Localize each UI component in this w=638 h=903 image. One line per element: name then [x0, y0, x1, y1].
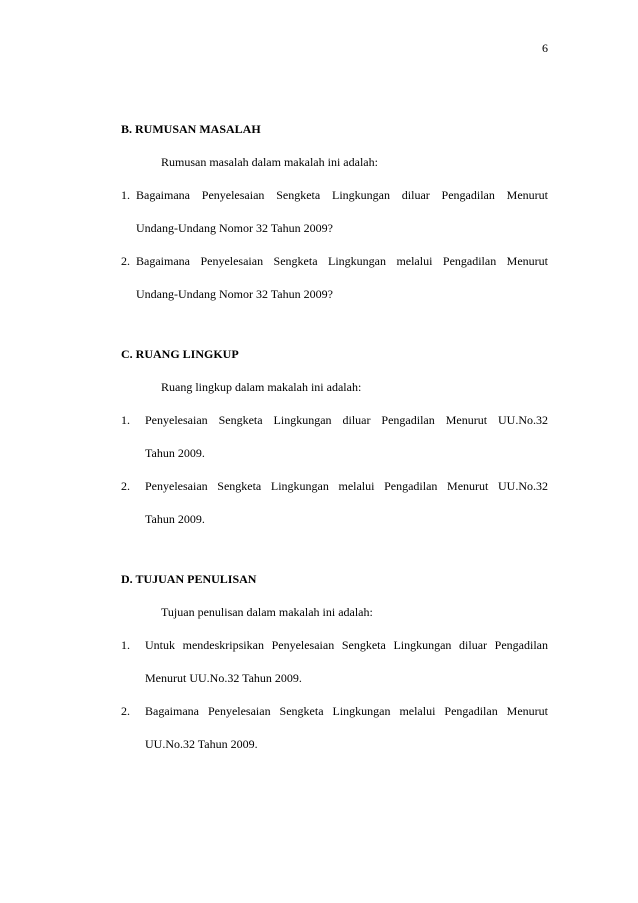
list-item-line: Penyelesaian Sengketa Lingkungan melalui Pengadilan Menurut UU.No.32 — [145, 479, 548, 493]
list-item-number: 1. — [121, 188, 130, 202]
list-item-number: 2. — [121, 479, 130, 493]
list-item-text — [145, 632, 548, 691]
list-item-text — [145, 698, 548, 757]
list-item-line: Tahun 2009. — [145, 512, 205, 526]
numbered-list — [121, 407, 548, 532]
section-heading: D. TUJUAN PENULISAN — [121, 572, 257, 586]
section-intro: Ruang lingkup dalam makalah ini adalah: — [161, 380, 362, 394]
list-item — [121, 473, 548, 532]
numbered-list — [121, 182, 548, 307]
list-item — [121, 407, 548, 466]
page-number: 6 — [542, 41, 548, 55]
page-content — [121, 116, 548, 791]
list-item-line: Undang-Undang Nomor 32 Tahun 2009? — [136, 221, 333, 235]
list-item-line: Penyelesaian Sengketa Lingkungan diluar Pengadilan Menurut UU.No.32 — [145, 413, 548, 427]
list-item-text — [145, 473, 548, 532]
list-item-line: Bagaimana Penyelesaian Sengketa Lingkungan diluar Pengadilan Menurut — [136, 188, 548, 202]
list-item-number: 2. — [121, 254, 130, 268]
list-item-line: Untuk mendeskripsikan Penyelesaian Sengketa Lingkungan diluar Pengadilan — [145, 638, 548, 652]
list-item-line: Bagaimana Penyelesaian Sengketa Lingkungan melalui Pengadilan Menurut — [145, 704, 548, 718]
section-tujuan-penulisan — [121, 566, 548, 757]
section-ruang-lingkup — [121, 341, 548, 532]
section-heading: B. RUMUSAN MASALAH — [121, 122, 261, 136]
numbered-list — [121, 632, 548, 757]
list-item-number: 1. — [121, 638, 130, 652]
section-intro: Rumusan masalah dalam makalah ini adalah: — [161, 155, 378, 169]
list-item-text — [136, 248, 548, 307]
section-intro: Tujuan penulisan dalam makalah ini adalah: — [161, 605, 373, 619]
list-item-text — [145, 407, 548, 466]
list-item-line: Bagaimana Penyelesaian Sengketa Lingkungan melalui Pengadilan Menurut — [136, 254, 548, 268]
section-rumusan-masalah — [121, 116, 548, 307]
list-item — [121, 632, 548, 691]
list-item-text — [136, 182, 548, 241]
list-item-line: Undang-Undang Nomor 32 Tahun 2009? — [136, 287, 333, 301]
list-item — [121, 698, 548, 757]
section-heading: C. RUANG LINGKUP — [121, 347, 239, 361]
list-item — [121, 248, 548, 307]
list-item-number: 2. — [121, 704, 130, 718]
list-item — [121, 182, 548, 241]
list-item-number: 1. — [121, 413, 130, 427]
list-item-line: Menurut UU.No.32 Tahun 2009. — [145, 671, 302, 685]
list-item-line: UU.No.32 Tahun 2009. — [145, 737, 258, 751]
list-item-line: Tahun 2009. — [145, 446, 205, 460]
